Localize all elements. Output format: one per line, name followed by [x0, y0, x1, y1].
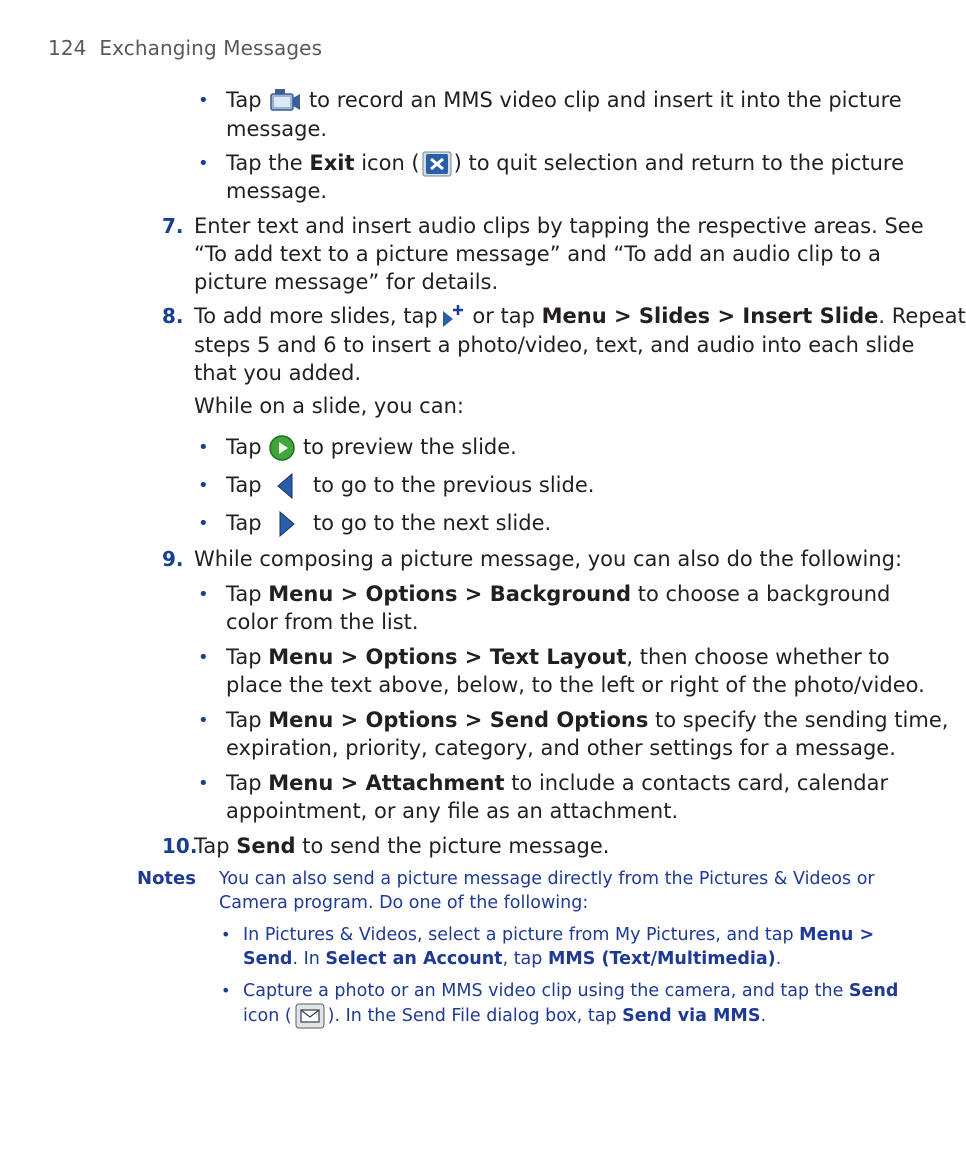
step-text: To add more slides, tap or tap Menu > Slides > Insert Slide. Repeat steps 5 and 6 to insert a photo/video, text, and audio into each slide that you added. [194, 304, 966, 385]
step-text: Enter text and insert audio clips by tapping the respective areas. See “To add text to a picture message” and “To add an audio clip to a picture message” for details. [194, 214, 924, 294]
step-text: While composing a picture message, you can also do the following: [194, 547, 903, 571]
list-item: Tap the Exit icon ( ) to quit selection and return to the picture message. [226, 151, 905, 203]
list-item: Tap Menu > Options > Send Options to specify the sending time, expiration, priority, category, and other settings for a message. [226, 708, 949, 760]
bullet-marker: • [221, 925, 231, 944]
page-number: 124 [48, 36, 87, 60]
list-item: Tap Menu > Options > Background to choose a background color from the list. [226, 582, 891, 634]
paragraph: While on a slide, you can: [194, 394, 464, 418]
note-item: In Pictures & Videos, select a picture from My Pictures, and tap Menu > Send. In Select an Account, tap MMS (Text/Multimedia). [243, 925, 875, 969]
list-item: Tap Menu > Options > Text Layout, then choose whether to place the text above, below, to the left or right of the photo/video. [226, 645, 925, 697]
bullet-marker: • [198, 647, 209, 668]
step-number: 9. [162, 547, 184, 571]
page-header [48, 36, 322, 60]
next-arrow-icon [274, 510, 300, 538]
bullet-marker: • [198, 475, 209, 496]
step-number: 7. [162, 214, 184, 238]
step-number: 8. [162, 304, 184, 328]
bullet-marker: • [198, 773, 209, 794]
envelope-send-icon [295, 1003, 325, 1029]
play-icon [268, 434, 296, 462]
bullet-marker: • [198, 90, 209, 111]
section-title: Exchanging Messages [99, 36, 323, 60]
video-camera-icon [268, 87, 302, 115]
previous-arrow-icon [274, 472, 300, 500]
list-item: Tap to go to the previous slide. [226, 471, 594, 500]
step-text: Tap Send to send the picture message. [194, 834, 610, 858]
bullet-marker: • [198, 153, 209, 174]
step-number: 10. [162, 834, 198, 858]
bullet-marker: • [221, 981, 231, 1000]
notes-label: Notes [137, 868, 196, 889]
insert-slide-icon [440, 303, 466, 331]
list-item: Tap to record an MMS video clip and insert it into the picture message. [226, 88, 902, 141]
list-item: Tap Menu > Attachment to include a contacts card, calendar appointment, or any file as an attachment. [226, 771, 889, 823]
list-item: Tap to preview the slide. [226, 433, 517, 462]
exit-x-icon [422, 151, 452, 177]
bullet-marker: • [198, 437, 209, 458]
bullet-marker: • [198, 710, 209, 731]
note-item: Capture a photo or an MMS video clip using the camera, and tap the Send icon ( ). In the Send File dialog box, tap Send via MMS. [243, 979, 898, 1029]
bullet-marker: • [198, 513, 209, 534]
bullet-marker: • [198, 584, 209, 605]
notes-intro: You can also send a picture message directly from the Pictures & Videos or Camera program. Do one of the following: [219, 869, 875, 913]
list-item: Tap to go to the next slide. [226, 509, 551, 538]
